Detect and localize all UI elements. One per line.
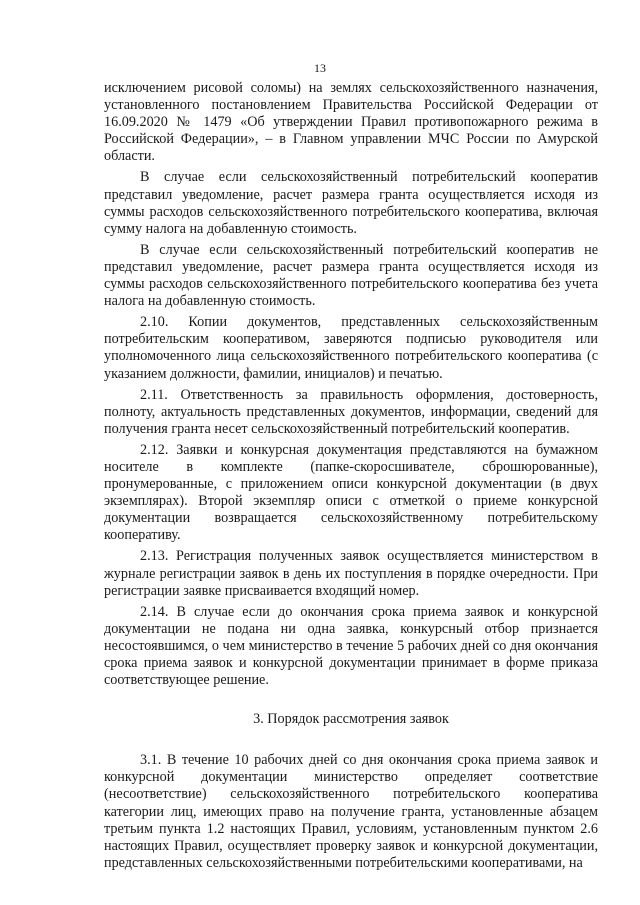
paragraph-continuation: исключением рисовой соломы) на землях сельскохозяйственного назначения, установленного постановлением Правительства Российской Федерации от 16.09.2020 № 1479 «Об утверждении Правил противопожарного режима в Российской Федерации», – в Главном управлении МЧС России по Амурской области. [104,80,598,165]
section-heading: 3. Порядок рассмотрения заявок [253,711,449,728]
paragraph-3-1: 3.1. В течение 10 рабочих дней со дня окончания срока приема заявок и конкурсной документации министерство определяет соответствие (несоответствие) сельскохозяйственного потребительского кооператива категории лиц, имеющих право на получение гранта, установленные абзацем третьим пункта 1.2 настоящих Правил, условиям, установленным пунктом 2.6 настоящих Правил, осуществляет проверку заявок и конкурсной документации, представленных сельскохозяйственными потребительскими кооперативами, на [104,752,598,871]
page-number: 13 [314,61,326,75]
paragraph-vat-included: В случае если сельскохозяйственный потребительский кооператив представил уведомление, расчет размера гранта осуществляется исходя из суммы расходов сельскохозяйственного потребительского кооператива, включая сумму налога на добавленную стоимость. [104,169,598,237]
paragraph-2-10: 2.10. Копии документов, представленных сельскохозяйственным потребительским кооперативом, заверяются подписью руководителя или уполномоченного лица сельскохозяйственного потребительского кооператива (с указанием должности, фамилии, инициалов) и печатью. [104,314,598,382]
paragraph-vat-excluded: В случае если сельскохозяйственный потребительский кооператив не представил уведомление, расчет размера гранта осуществляется исходя из суммы расходов сельскохозяйственного потребительского кооператива без учета налога на добавленную стоимость. [104,241,598,310]
paragraph-2-11: 2.11. Ответственность за правильность оформления, достоверность, полноту, актуальность представленных документов, информации, сведений для получения гранта несет сельскохозяйственный потребительский кооператив. [104,386,598,437]
paragraph-2-13: 2.13. Регистрация полученных заявок осуществляется министерством в журнале регистрации заявок в день их поступления в порядке очередности. При регистрации заявке присваивается входящий номер. [104,548,598,599]
document-body [104,80,598,872]
paragraph-2-12: 2.12. Заявки и конкурсная документация представляются на бумажном носителе в комплекте (папке-скоросшивателе, сброшюрованные), пронумерованные, с приложением описи конкурсной документации (в двух экземплярах). Второй экземпляр описи с отметкой о приеме конкурсной документации возвращается сельскохозяйственному потребительскому кооперативу. [104,441,598,544]
paragraph-2-14: 2.14. В случае если до окончания срока приема заявок и конкурсной документации не подана ни одна заявка, конкурсный отбор признается несостоявшимся, о чем министерство в течение 5 рабочих дней со дня окончания срока приема заявок и конкурсной документации принимает в форме приказа соответствующее решение. [104,603,598,689]
